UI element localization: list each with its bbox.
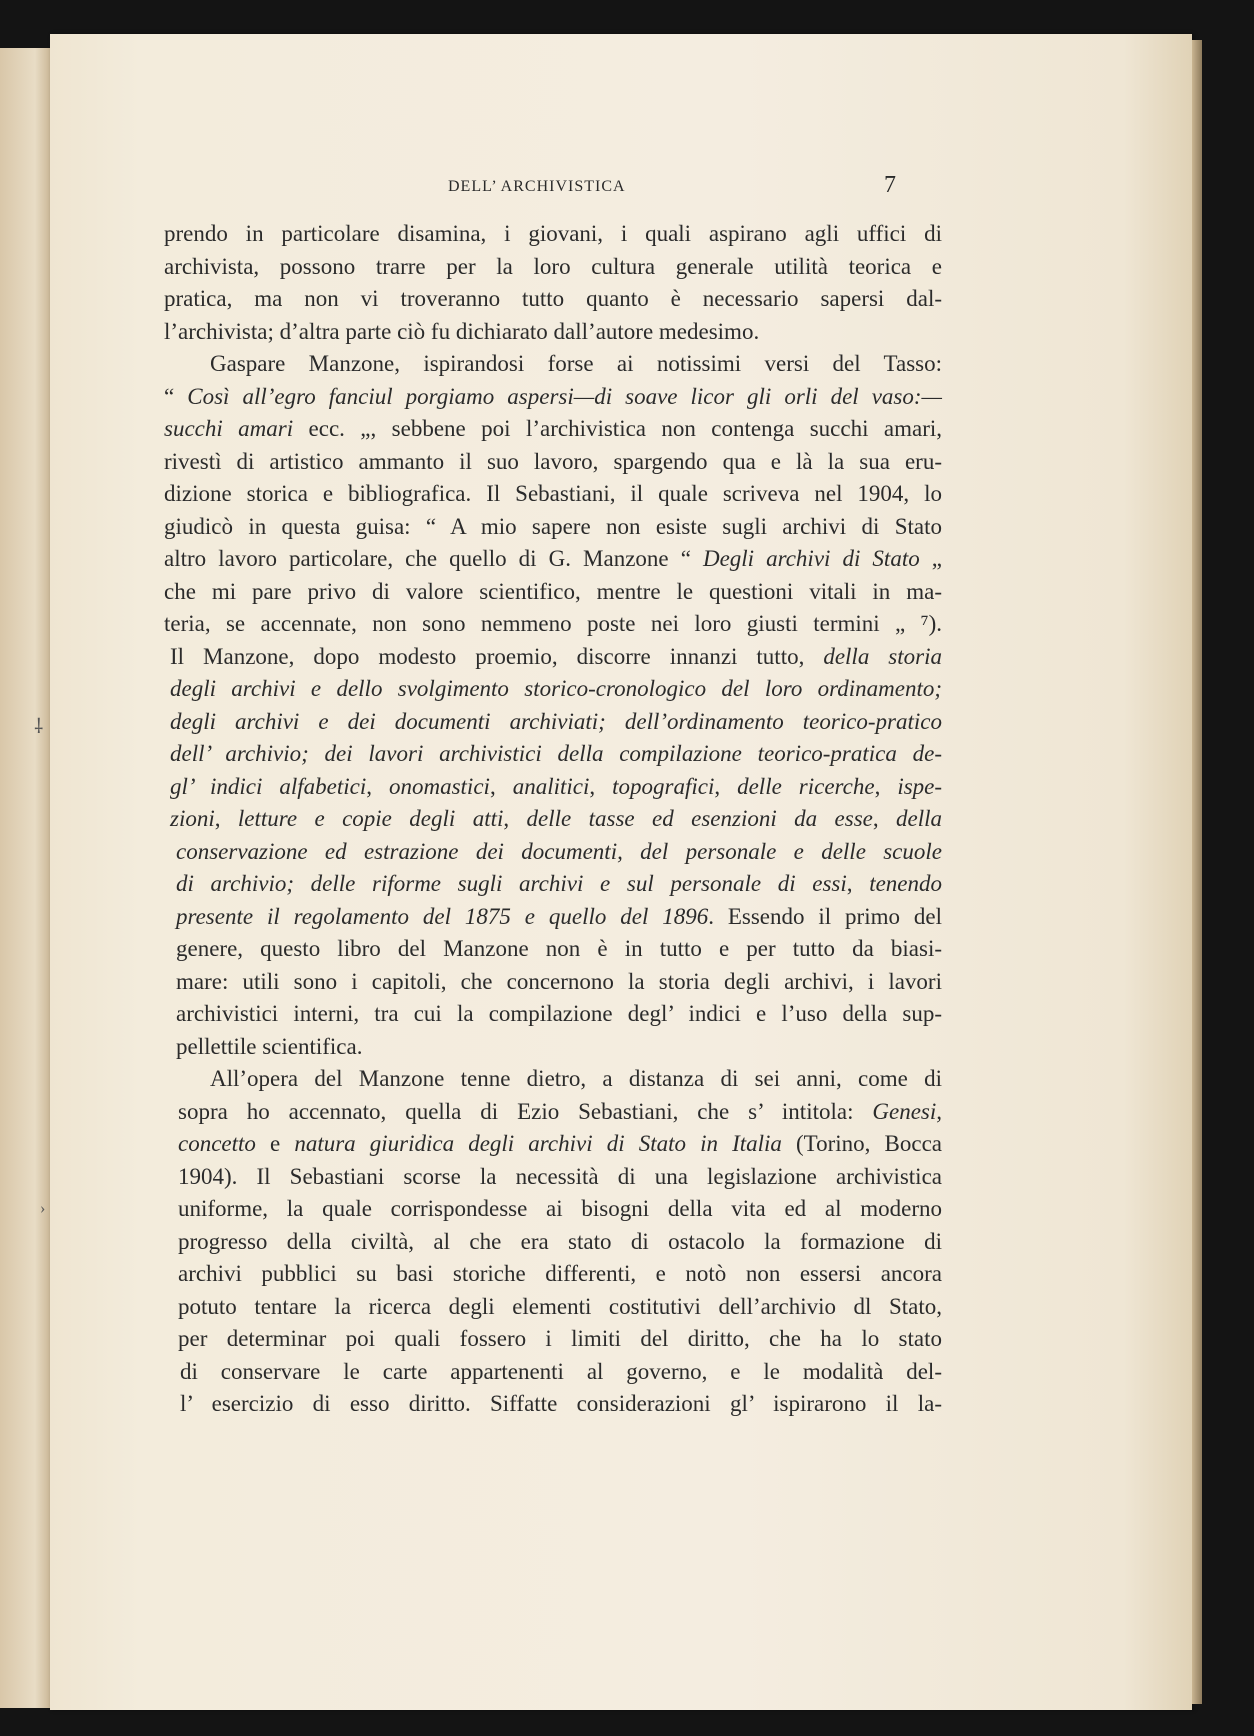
text-line: [178, 1096, 942, 1129]
text-run: (Torino, Bocca: [781, 1131, 943, 1156]
italic-text: degli archivi e dello svolgimento storico-cronologico del loro ordinamento;: [170, 676, 942, 701]
italic-text: letture e copie degli atti: [237, 806, 504, 831]
text-line: [164, 1063, 942, 1096]
text-run: dizione storica e bibliografica. Il Sebastiani, il quale scriveva nel 1904, lo: [164, 481, 942, 506]
text-line: [164, 381, 942, 414]
italic-text: degli archivi e dei documenti archiviati; dell’ordinamento teorico-pratico: [170, 708, 942, 734]
text-run: pellettile scientifica.: [176, 1033, 363, 1059]
text-run: per determinar poi quali fossero i limiti del diritto, che ha lo stato: [178, 1326, 942, 1351]
text-run: Il Manzone, dopo modesto proemio, discorre innanzi tutto,: [170, 643, 824, 669]
italic-text: succhi amari: [164, 416, 294, 441]
text-line: [170, 706, 942, 739]
italic-text: delle tasse ed esenzioni da esse: [526, 806, 873, 831]
text-run: ,: [503, 806, 527, 831]
text-run: All’opera del Manzone tenne dietro, a distanza di sei anni, come di: [210, 1066, 942, 1091]
text-line: [164, 511, 942, 544]
text-line: [178, 1323, 942, 1356]
italic-text: di archivio; delle riforme sugli archivi e sul personale di essi: [176, 871, 847, 896]
text-run: archivistici interni, tra cui la compilazione degl’ indici e l’uso della sup-: [176, 1001, 942, 1026]
text-line: [164, 446, 942, 479]
body-text: [164, 218, 942, 1421]
italic-text: Così all’egro fanciul porgiamo aspersi—di soave licor gli orli del vaso:—: [187, 383, 942, 409]
text-line: [164, 251, 942, 284]
text-line: [180, 1388, 942, 1421]
running-head-title: DELL’ ARCHIVISTICA: [448, 178, 626, 195]
text-run: mare: utili sono i capitoli, che concernono la storia degli archivi, i lavori: [176, 968, 942, 994]
text-line: [176, 933, 942, 966]
text-run: archivi pubblici su basi storiche differenti, e notò non essersi ancora: [178, 1261, 942, 1286]
text-run: pratica, ma non vi troveranno tutto quanto è necessario sapersi dal-: [164, 286, 942, 311]
text-line: [164, 316, 942, 349]
text-line: [164, 348, 942, 381]
italic-text: ispe-: [897, 773, 943, 799]
text-run: . Essendo il primo del: [708, 903, 942, 929]
text-line: [170, 803, 942, 836]
text-run: Gaspare Manzone, ispirandosi forse ai notissimi versi del Tasso:: [210, 351, 942, 376]
text-run: ,: [489, 773, 513, 799]
text-line: [178, 1291, 942, 1324]
previous-page-edge: [0, 48, 51, 1708]
text-run: ,: [214, 806, 238, 831]
text-run: giudicò in questa guisa: “ A mio sapere non esiste sugli archivi di Stato: [164, 513, 942, 539]
text-run: altro lavoro particolare, che quello di G. Manzone “: [164, 546, 703, 571]
text-run: „: [919, 546, 942, 571]
text-line: [180, 1356, 942, 1389]
running-head: [0, 172, 1254, 202]
italic-text: gl’ indici alfabetici: [170, 773, 367, 799]
italic-text: onomastici: [388, 773, 490, 799]
text-run: uniforme, la quale corrispondesse ai bisogni della vita ed al moderno: [178, 1196, 942, 1221]
text-line: [176, 966, 942, 999]
text-line: [164, 413, 942, 446]
text-run: potuto tentare la ricerca degli elementi costitutivi dell’archivio dl Stato,: [178, 1293, 942, 1319]
italic-text: tenendo: [869, 871, 942, 896]
margin-mark-icon: ⸸: [34, 716, 44, 738]
text-line: [164, 608, 942, 641]
text-run: ,: [589, 773, 613, 799]
text-run: progresso della civiltà, al che era stato di ostacolo la formazione di: [178, 1228, 942, 1254]
italic-text: Genesi,: [872, 1098, 942, 1124]
italic-text: topografici: [612, 773, 715, 799]
text-line: [178, 1161, 942, 1194]
italic-text: Degli archivi di Stato: [702, 546, 920, 571]
text-run: ,: [846, 871, 870, 896]
italic-text: concetto: [178, 1131, 256, 1156]
text-line: [178, 1193, 942, 1226]
text-run: che mi pare privo di valore scientifico, mentre le questioni vitali in ma-: [164, 578, 942, 604]
text-run: l’ esercizio di esso diritto. Siffatte considerazioni gl’ ispirarono il la-: [180, 1391, 942, 1416]
italic-text: dell’ archivio; dei lavori archivistici della compilazione teorico-pratica de-: [170, 741, 942, 766]
text-run: ,: [366, 773, 389, 799]
text-run: 1904). Il Sebastiani scorse la necessità di una legislazione archivistica: [178, 1163, 942, 1189]
text-run: di conservare le carte appartenenti al governo, e le modalità del-: [180, 1358, 942, 1384]
text-line: [164, 478, 942, 511]
text-line: [164, 576, 942, 609]
text-line: [170, 738, 942, 771]
text-line: [170, 771, 942, 804]
italic-text: della: [896, 806, 943, 831]
text-line: [176, 998, 942, 1031]
text-line: [164, 283, 942, 316]
italic-text: della storia: [823, 643, 942, 669]
italic-text: presente il regolamento del 1875 e quello del 1896: [176, 903, 709, 929]
text-line: [176, 1031, 942, 1064]
margin-mark-icon: ›: [40, 1200, 46, 1217]
text-line: [176, 901, 942, 934]
page-number: 7: [884, 172, 896, 198]
italic-text: analitici: [512, 773, 590, 799]
text-run: teria, se accennate, non sono nemmeno poste nei loro giusti termini „ ⁷).: [164, 611, 942, 636]
text-line: [170, 673, 942, 706]
text-run: ,: [714, 773, 738, 799]
text-line: [164, 543, 942, 576]
text-run: sopra ho accennato, quella di Ezio Sebastiani, che s’ intitola:: [178, 1098, 873, 1124]
text-line: [176, 868, 942, 901]
text-run: rivestì di artistico ammanto il suo lavoro, spargendo qua e là la sua eru-: [164, 448, 942, 474]
page-fore-edge: [1192, 40, 1202, 1704]
text-line: [178, 1258, 942, 1291]
italic-text: delle ricerche: [737, 773, 875, 799]
text-line: [178, 1226, 942, 1259]
text-run: ecc. „, sebbene poi l’archivistica non contenga succhi amari,: [293, 416, 943, 441]
text-run: genere, questo libro del Manzone non è in tutto e per tutto da biasi-: [176, 936, 942, 961]
text-line: [170, 641, 942, 674]
text-run: e: [255, 1131, 295, 1156]
text-run: “: [164, 383, 188, 409]
italic-text: zioni: [170, 806, 215, 831]
text-run: ,: [874, 773, 898, 799]
text-run: archivista, possono trarre per la loro cultura generale utilità teorica e: [164, 253, 942, 279]
text-run: ,: [872, 806, 897, 831]
text-line: [176, 836, 942, 869]
text-line: [178, 1128, 942, 1161]
text-line: [164, 218, 942, 251]
text-run: l’archivista; d’altra parte ciò fu dichiarato dall’autore medesimo.: [164, 318, 760, 344]
italic-text: natura giuridica degli archivi di Stato in Italia: [294, 1131, 782, 1156]
italic-text: conservazione ed estrazione dei documenti, del personale e delle scuole: [176, 838, 942, 864]
text-run: prendo in particolare disamina, i giovani, i quali aspirano agli uffici di: [164, 221, 942, 246]
